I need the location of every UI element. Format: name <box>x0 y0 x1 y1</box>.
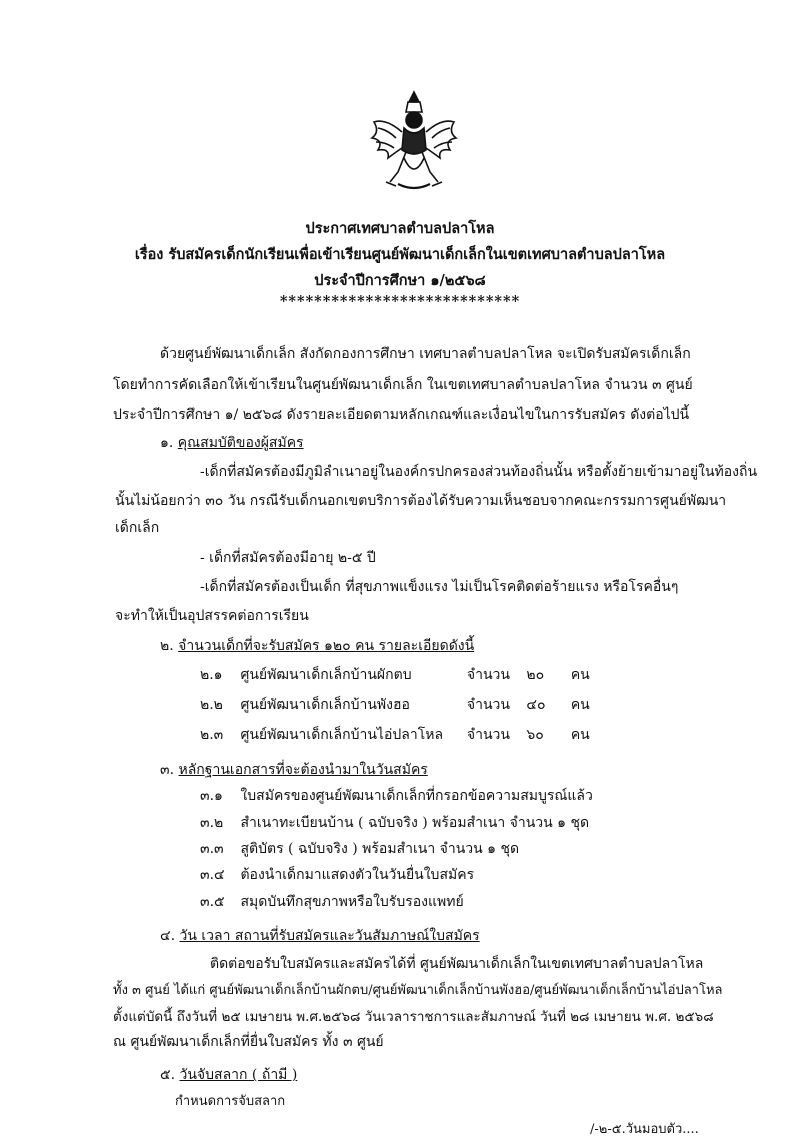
center-name: ศูนย์พัฒนาเด็กเล็กบ้านไอ่ปลาโหล <box>240 727 444 743</box>
section-1-line: นั้นไม่น้อยกว่า ๓๐ วัน กรณีรับเด็กนอกเขตบริการต้องได้รับความเห็นชอบจากคณะกรรมการศูนย์พัฒนา <box>115 493 727 509</box>
section-5-text: กำหนดการจับสลาก <box>175 1094 286 1109</box>
item-number: ๓.๓ <box>200 841 224 857</box>
section-1-line: จะทำให้เป็นอุปสรรคต่อการเรียน <box>115 608 309 624</box>
center-name: ศูนย์พัฒนาเด็กเล็กบ้านพังฮอ <box>240 697 410 713</box>
page-title: ประกาศเทศบาลตำบลปลาโหล <box>305 220 495 237</box>
header-divider: **************************** <box>279 293 521 310</box>
intro-line: โดยทำการคัดเลือกให้เข้าเรียนในศูนย์พัฒนาเด็กเล็ก ในเขตเทศบาลตำบลปลาโหล จำนวน ๓ ศูนย์ <box>113 377 693 393</box>
item-number: ๓.๑ <box>200 788 223 804</box>
section-4-line: ทั้ง ๓ ศูนย์ ได้แก่ ศูนย์พัฒนาเด็กเล็กบ้านผักตบ/ศูนย์พัฒนาเด็กเล็กบ้านพังฮอ/ศูนย์พัฒนาเด็กเล็กบ้านไอ่ปลาโหล <box>113 983 723 998</box>
item-number: ๓.๔ <box>200 867 225 883</box>
section-4-heading <box>160 925 480 947</box>
section-1-heading <box>160 432 304 454</box>
list-item <box>200 664 590 686</box>
count-unit: คน <box>570 667 590 683</box>
section-5-heading <box>160 1064 297 1086</box>
section-number: ๒. <box>160 638 174 654</box>
list-item <box>200 864 474 886</box>
center-name: ศูนย์พัฒนาเด็กเล็กบ้านผักตบ <box>240 667 412 683</box>
intro-line: ประจำปีการศึกษา ๑/ ๒๕๖๘ ดังรายละเอียดตามหลักเกณฑ์และเงื่อนไขในการรับสมัคร ดังต่อไปนี้ <box>113 407 690 423</box>
item-number: ๒.๒ <box>200 697 223 713</box>
list-item <box>200 838 519 860</box>
section-title: วัน เวลา สถานที่รับสมัครและวันสัมภาษณ์ใบสมัคร <box>179 928 480 944</box>
list-item <box>200 785 593 807</box>
section-title: หลักฐานเอกสารที่จะต้องนำมาในวันสมัคร <box>178 762 428 778</box>
list-item <box>200 891 464 913</box>
item-text: ใบสมัครของศูนย์พัฒนาเด็กเล็กที่กรอกข้อความสมบูรณ์แล้ว <box>240 788 593 804</box>
child-count: ๒๐ <box>526 667 545 683</box>
section-number: ๓. <box>160 762 175 778</box>
item-text: สูติบัตร ( ฉบับจริง ) พร้อมสำเนา จำนวน ๑ ชุด <box>240 841 520 857</box>
page-subject: เรื่อง รับสมัครเด็กนักเรียนเพื่อเข้าเรียนศูนย์พัฒนาเด็กเล็กในเขตเทศบาลตำบลปลาโหล <box>134 246 666 263</box>
section-3-heading <box>160 759 428 781</box>
item-text: ต้องนำเด็กมาแสดงตัวในวันยื่นใบสมัคร <box>240 867 475 883</box>
section-2-heading <box>160 635 474 657</box>
list-item <box>200 812 589 834</box>
item-number: ๓.๒ <box>200 815 224 831</box>
count-label: จำนวน <box>466 667 510 683</box>
section-4-line: ณ ศูนย์พัฒนาเด็กเล็กที่ยื่นใบสมัคร ทั้ง ๓ ศูนย์ <box>113 1034 384 1050</box>
count-label: จำนวน <box>466 697 510 713</box>
item-number: ๓.๕ <box>200 894 225 910</box>
section-4-line: ติดต่อขอรับใบสมัครและสมัครได้ที่ ศูนย์พัฒนาเด็กเล็กในเขตเทศบาลตำบลปลาโหล <box>210 956 704 972</box>
count-unit: คน <box>570 697 590 713</box>
section-title: คุณสมบัติของผู้สมัคร <box>177 435 304 451</box>
section-1-line: -เด็กที่สมัครต้องมีภูมิลำเนาอยู่ในองค์กรปกครองส่วนท้องถิ่นนั้น หรือตั้งย้ายเข้ามาอยู่ในท้องถิ่น <box>200 464 758 480</box>
next-page-reference: /-๒-๕.วันมอบตัว.... <box>590 1122 699 1137</box>
section-number: ๑. <box>160 435 174 451</box>
item-text: สมุดบันทึกสุขภาพหรือใบรับรองแพทย์ <box>240 894 464 910</box>
list-item <box>200 724 590 746</box>
child-count: ๖๐ <box>526 727 544 743</box>
garuda-emblem-icon <box>368 88 460 194</box>
section-1-line: เด็กเล็ก <box>115 520 160 536</box>
list-item <box>200 694 590 716</box>
item-text: สำเนาทะเบียนบ้าน ( ฉบับจริง ) พร้อมสำเนา จำนวน ๑ ชุด <box>240 815 590 831</box>
count-unit: คน <box>570 727 590 743</box>
section-4-line: ตั้งแต่บัดนี้ ถึงวันที่ ๒๕ เมษายน พ.ศ.๒๕๖๘ วันเวลาราชการและสัมภาษณ์ วันที่ ๒๘ เมษายน พ.ศ. ๒๕๖๘ <box>113 1009 714 1025</box>
section-number: ๔. <box>160 928 176 944</box>
academic-year: ประจำปีการศึกษา ๑/๒๕๖๘ <box>314 272 486 289</box>
section-number: ๕. <box>160 1067 176 1083</box>
item-number: ๒.๑ <box>200 667 223 683</box>
section-1-line: - เด็กที่สมัครต้องมีอายุ ๒-๕ ปี <box>200 550 376 566</box>
item-number: ๒.๓ <box>200 727 224 743</box>
child-count: ๔๐ <box>526 697 546 713</box>
section-title: จำนวนเด็กที่จะรับสมัคร ๑๒๐ คน รายละเอียดดังนี้ <box>178 638 475 654</box>
section-1-line: -เด็กที่สมัครต้องเป็นเด็ก ที่สุขภาพแข็งแรง ไม่เป็นโรคติดต่อร้ายแรง หรือโรคอื่นๆ <box>200 579 679 595</box>
intro-line: ด้วยศูนย์พัฒนาเด็กเล็ก สังกัดกองการศึกษา เทศบาลตำบลปลาโหล จะเปิดรับสมัครเด็กเล็ก <box>160 346 691 362</box>
count-label: จำนวน <box>466 727 510 743</box>
section-title: วันจับสลาก ( ถ้ามี ) <box>179 1067 298 1083</box>
